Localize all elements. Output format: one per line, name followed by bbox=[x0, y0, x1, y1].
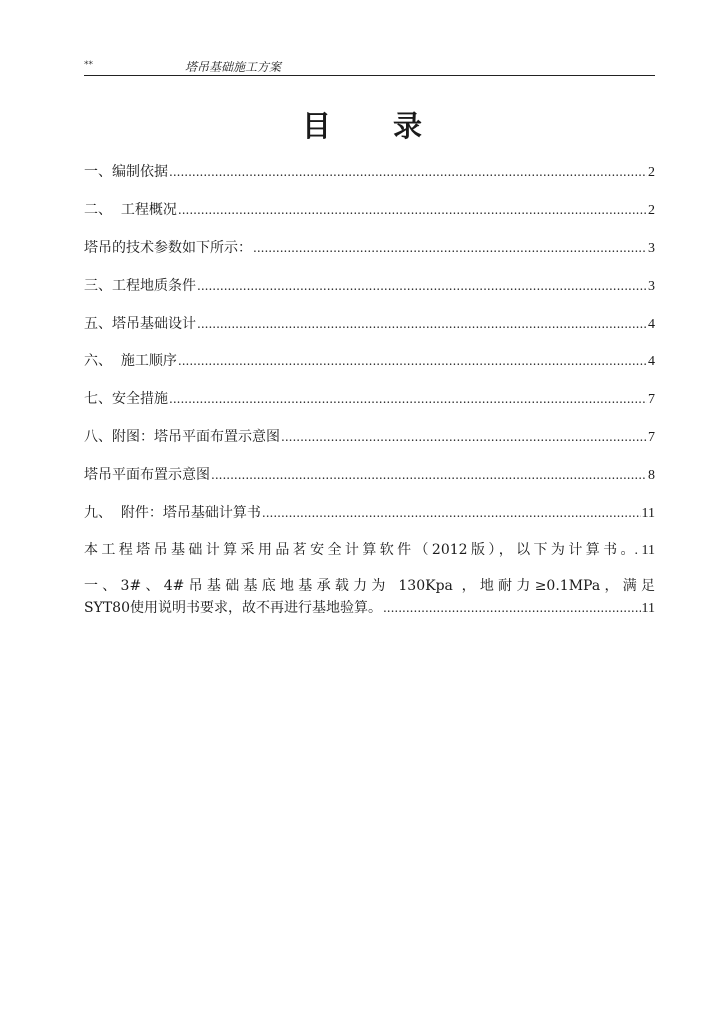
toc-entry-label: 八、附图：塔吊平面布置示意图 bbox=[84, 429, 280, 445]
header-mark: ** bbox=[84, 60, 93, 70]
toc-title: 目录 bbox=[301, 109, 484, 143]
toc-leader-dots bbox=[197, 275, 647, 297]
toc-leader-dots bbox=[197, 313, 647, 335]
toc-entry[interactable] bbox=[84, 237, 655, 260]
toc-entry-label: 六、 施工顺序 bbox=[84, 353, 177, 369]
toc-entry[interactable] bbox=[84, 539, 655, 562]
toc-entry-page: 2 bbox=[648, 203, 655, 218]
toc-entry-label-line1: 一、3#、4#吊基础基底地基承载力为 130Kpa ，地耐力≥0.1MPa，满足 bbox=[84, 578, 655, 594]
toc-entry-page: . 11 bbox=[634, 543, 655, 558]
toc-leader-dots bbox=[178, 350, 647, 372]
toc-leader-dots bbox=[169, 388, 647, 410]
toc-entry-label-line2: SYT80使用说明书要求，故不再进行基地验算。 bbox=[84, 600, 382, 616]
toc-leader-dots bbox=[253, 237, 647, 259]
toc-entry-line2 bbox=[84, 597, 655, 620]
toc-entry[interactable] bbox=[84, 388, 655, 411]
toc-entry[interactable] bbox=[84, 426, 655, 449]
toc-leader-dots bbox=[178, 199, 647, 221]
toc-entry-page: 11 bbox=[641, 506, 655, 521]
toc-entry[interactable] bbox=[84, 161, 655, 184]
toc-entry-label: 三、工程地质条件 bbox=[84, 278, 196, 294]
toc-entry[interactable] bbox=[84, 199, 655, 222]
toc-entry-label: 一、编制依据 bbox=[84, 164, 168, 180]
toc-entry[interactable] bbox=[84, 350, 655, 373]
toc-entry[interactable] bbox=[84, 464, 655, 487]
toc-entry-page: 3 bbox=[648, 279, 655, 294]
toc-leader-dots bbox=[383, 597, 641, 619]
toc-entry[interactable] bbox=[84, 502, 655, 525]
toc-entry[interactable] bbox=[84, 275, 655, 298]
toc-leader-dots bbox=[262, 502, 641, 524]
toc-entry-page: 4 bbox=[648, 354, 655, 369]
toc-entry-page: 8 bbox=[648, 468, 655, 483]
toc-entry-label: 二、 工程概况 bbox=[84, 202, 177, 218]
toc-entry-page: 4 bbox=[648, 317, 655, 332]
toc-entry-page: 7 bbox=[648, 392, 655, 407]
header-title: 塔吊基础施工方案 bbox=[185, 60, 282, 74]
toc-entry-page: 7 bbox=[648, 430, 655, 445]
toc-leader-dots bbox=[169, 161, 647, 183]
toc-entry-page: 2 bbox=[648, 165, 655, 180]
toc-entry-page: 11 bbox=[641, 601, 655, 616]
toc-leader-dots bbox=[281, 426, 647, 448]
toc-entry-label: 九、 附件：塔吊基础计算书 bbox=[84, 505, 261, 521]
toc-entry-label: 本工程塔吊基础计算采用品茗安全计算软件（2012版），以下为计算书。 bbox=[84, 542, 635, 558]
toc-entry-page: 3 bbox=[648, 241, 655, 256]
toc-entry[interactable] bbox=[84, 313, 655, 336]
page-header bbox=[84, 58, 655, 76]
toc-leader-dots bbox=[211, 464, 647, 486]
toc-entry-label: 五、塔吊基础设计 bbox=[84, 316, 196, 332]
toc-entry-label: 塔吊平面布置示意图 bbox=[84, 467, 210, 483]
toc-entry-label: 七、安全措施 bbox=[84, 391, 168, 407]
toc-entry-label: 塔吊的技术参数如下所示： bbox=[84, 240, 252, 256]
toc-entry-multiline[interactable] bbox=[84, 575, 655, 620]
